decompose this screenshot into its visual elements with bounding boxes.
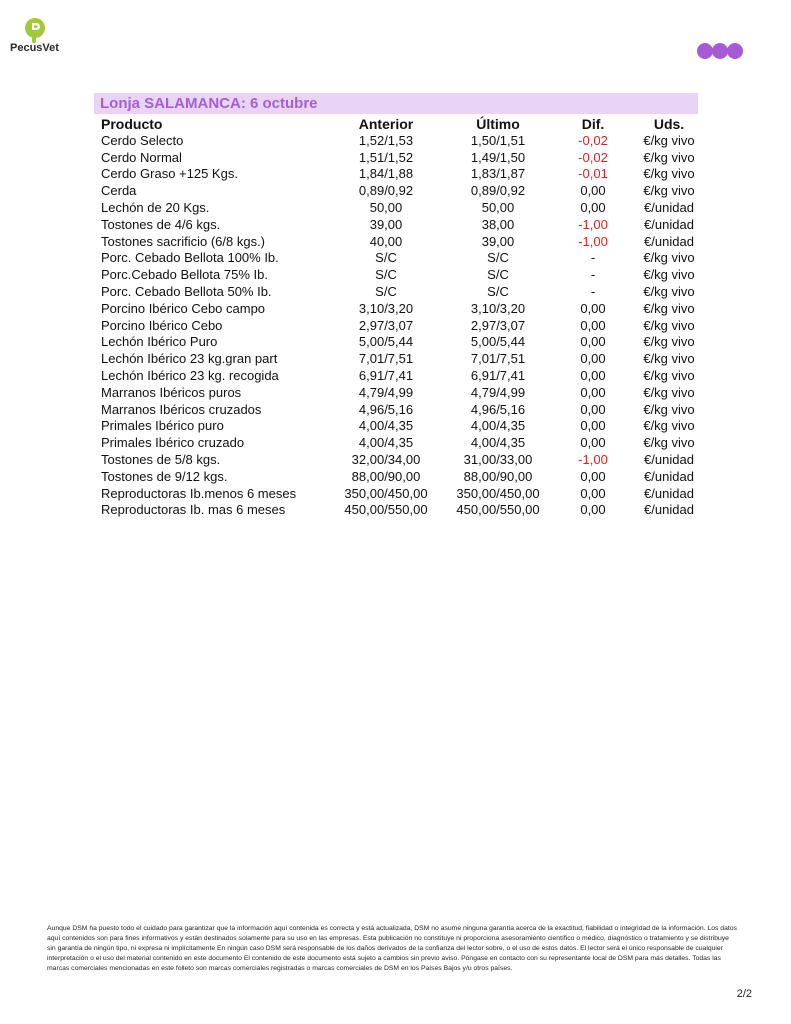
cell-uds: €/kg vivo <box>643 132 695 148</box>
section-title: Lonja SALAMANCA: 6 octubre <box>94 93 698 114</box>
cell-ultimo: 450,00/550,00 <box>456 502 540 518</box>
cell-producto: Tostones sacrificio (6/8 kgs.) <box>101 233 266 249</box>
table-header-row <box>94 116 705 133</box>
cell-ultimo: 88,00/90,00 <box>463 468 533 484</box>
cell-uds: €/unidad <box>644 199 694 215</box>
cell-ultimo: S/C <box>487 267 509 283</box>
cell-anterior: 7,01/7,51 <box>358 351 414 367</box>
cell-ultimo: 4,79/4,99 <box>470 384 526 400</box>
price-section <box>94 93 698 519</box>
cell-ultimo: 2,97/3,07 <box>470 317 526 333</box>
cell-producto: Marranos Ibéricos puros <box>101 384 242 400</box>
decorative-dots <box>697 43 745 59</box>
cell-uds: €/kg vivo <box>643 384 695 400</box>
cell-ultimo: S/C <box>487 283 509 299</box>
table-body <box>94 133 705 519</box>
cell-anterior: 88,00/90,00 <box>351 468 421 484</box>
cell-anterior: S/C <box>375 250 397 266</box>
cell-uds: €/kg vivo <box>643 166 695 182</box>
cell-anterior: 350,00/450,00 <box>344 485 428 501</box>
disclaimer-text: Aunque DSM ha puesto todo el cuidado para garantizar que la información aquí contenida es correcta y está actualizada, DSM no asume ninguna garantía acerca de la exactitud, fiabilidad o integridad de la información. Los datos aquí contenidos son para fines informativos y están destinados solamente para su uso en las empresas. Esta publicación no constituye ni proporciona asesoramiento científico o médico, diagnóstico o tratamiento y se distribuye sin garantía de ningún tipo, ni expresa ni implícitamente En ningún caso DSM será responsable de los daños derivados de la confianza del lector sobre, o el uso de estos datos. El lector será el único responsable de cualquier interpretación o el uso del material contenido en este documento El contenido de este documento está sujeto a cambios sin previo aviso. Póngase en contacto con su representante local de DSM para más detalles. Todas las marcas comerciales mencionadas en este folleto son marcas comerciales registradas o marcas comerciales de DSM en los Países Bajos y/u otros países. <box>47 925 737 972</box>
cell-anterior: 4,79/4,99 <box>358 384 414 400</box>
cell-uds: €/kg vivo <box>643 401 695 417</box>
cell-ultimo: 350,00/450,00 <box>456 485 540 501</box>
table-row <box>94 284 705 301</box>
table-row <box>94 200 705 217</box>
cell-producto: Lechón Ibérico 23 kg.gran part <box>101 351 278 367</box>
cell-producto: Tostones de 9/12 kgs. <box>101 468 228 484</box>
cell-ultimo: S/C <box>487 250 509 266</box>
cell-anterior: 1,51/1,52 <box>358 149 414 165</box>
cell-dif: 0,00 <box>580 418 606 434</box>
cell-uds: €/unidad <box>644 216 694 232</box>
cell-ultimo: 3,10/3,20 <box>470 300 526 316</box>
cell-dif: -1,00 <box>578 216 608 232</box>
cell-anterior: S/C <box>375 283 397 299</box>
table-row <box>94 502 705 519</box>
table-row <box>94 150 705 167</box>
cell-ultimo: 31,00/33,00 <box>463 451 533 467</box>
cell-dif: 0,00 <box>580 334 606 350</box>
cell-ultimo: 38,00 <box>481 216 515 232</box>
cell-ultimo: 1,49/1,50 <box>470 149 526 165</box>
table-row <box>94 385 705 402</box>
cell-ultimo: 4,00/4,35 <box>470 435 526 451</box>
cell-producto: Reproductoras Ib.menos 6 meses <box>101 485 297 501</box>
cell-producto: Cerdo Graso +125 Kgs. <box>101 166 238 182</box>
table-row <box>94 267 705 284</box>
cell-dif: 0,00 <box>580 351 606 367</box>
cell-dif: - <box>590 267 596 283</box>
cell-ultimo: 7,01/7,51 <box>470 351 526 367</box>
cell-anterior: S/C <box>375 267 397 283</box>
cell-dif: 0,00 <box>580 367 606 383</box>
header-producto: Producto <box>101 116 163 132</box>
cell-producto: Porc. Cebado Bellota 100% Ib. <box>101 250 279 266</box>
cell-anterior: 3,10/3,20 <box>358 300 414 316</box>
cell-uds: €/kg vivo <box>643 317 695 333</box>
table-row <box>94 351 705 368</box>
table-row <box>94 133 705 150</box>
cell-ultimo: 0,89/0,92 <box>470 183 526 199</box>
table-row <box>94 166 705 183</box>
page-number: 2/2 <box>736 988 752 1000</box>
table-row <box>94 318 705 335</box>
cell-anterior: 4,96/5,16 <box>358 401 414 417</box>
cell-dif: -0,02 <box>578 132 608 148</box>
pecusvet-logo-icon <box>24 18 46 44</box>
cell-ultimo: 6,91/7,41 <box>470 367 526 383</box>
dot-icon <box>727 43 743 59</box>
cell-dif: -0,01 <box>578 166 608 182</box>
dot-icon <box>712 43 728 59</box>
table-row <box>94 452 705 469</box>
cell-uds: €/kg vivo <box>643 250 695 266</box>
cell-anterior: 40,00 <box>369 233 403 249</box>
cell-producto: Tostones de 4/6 kgs. <box>101 216 221 232</box>
cell-ultimo: 39,00 <box>481 233 515 249</box>
cell-uds: €/kg vivo <box>643 351 695 367</box>
cell-uds: €/unidad <box>644 468 694 484</box>
cell-anterior: 5,00/5,44 <box>358 334 414 350</box>
table-row <box>94 250 705 267</box>
cell-dif: -0,02 <box>578 149 608 165</box>
cell-uds: €/kg vivo <box>643 183 695 199</box>
cell-producto: Cerda <box>101 183 137 199</box>
table-row <box>94 418 705 435</box>
table-row <box>94 183 705 200</box>
table-row <box>94 402 705 419</box>
cell-uds: €/unidad <box>644 485 694 501</box>
cell-producto: Porc.Cebado Bellota 75% Ib. <box>101 267 268 283</box>
cell-dif: 0,00 <box>580 435 606 451</box>
header-anterior: Anterior <box>358 116 414 132</box>
cell-ultimo: 5,00/5,44 <box>470 334 526 350</box>
cell-producto: Reproductoras Ib. mas 6 meses <box>101 502 286 518</box>
cell-anterior: 2,97/3,07 <box>358 317 414 333</box>
cell-dif: 0,00 <box>580 183 606 199</box>
cell-producto: Marranos Ibéricos cruzados <box>101 401 262 417</box>
table-row <box>94 334 705 351</box>
table-row <box>94 301 705 318</box>
cell-ultimo: 1,50/1,51 <box>470 132 526 148</box>
cell-uds: €/unidad <box>644 502 694 518</box>
cell-uds: €/kg vivo <box>643 283 695 299</box>
cell-producto: Lechón de 20 Kgs. <box>101 199 210 215</box>
cell-dif: 0,00 <box>580 384 606 400</box>
cell-dif: 0,00 <box>580 401 606 417</box>
cell-dif: -1,00 <box>578 233 608 249</box>
table-row <box>94 368 705 385</box>
cell-producto: Porc. Cebado Bellota 50% Ib. <box>101 283 272 299</box>
cell-producto: Porcino Ibérico Cebo campo <box>101 300 266 316</box>
table-row <box>94 469 705 486</box>
cell-uds: €/kg vivo <box>643 300 695 316</box>
cell-ultimo: 4,00/4,35 <box>470 418 526 434</box>
cell-uds: €/kg vivo <box>643 418 695 434</box>
cell-ultimo: 4,96/5,16 <box>470 401 526 417</box>
cell-producto: Primales Ibérico puro <box>101 418 224 434</box>
table-row <box>94 234 705 251</box>
cell-anterior: 39,00 <box>369 216 403 232</box>
cell-anterior: 32,00/34,00 <box>351 451 421 467</box>
cell-uds: €/kg vivo <box>643 435 695 451</box>
cell-anterior: 1,84/1,88 <box>358 166 414 182</box>
cell-dif: 0,00 <box>580 502 606 518</box>
cell-anterior: 50,00 <box>369 199 403 215</box>
cell-uds: €/kg vivo <box>643 149 695 165</box>
header-dif: Dif. <box>581 116 605 132</box>
cell-anterior: 450,00/550,00 <box>344 502 428 518</box>
cell-anterior: 6,91/7,41 <box>358 367 414 383</box>
cell-producto: Porcino Ibérico Cebo <box>101 317 223 333</box>
cell-producto: Cerdo Normal <box>101 149 182 165</box>
price-table <box>94 116 705 519</box>
cell-dif: 0,00 <box>580 300 606 316</box>
table-row <box>94 217 705 234</box>
cell-ultimo: 50,00 <box>481 199 515 215</box>
logo-wordmark: PecusVet <box>10 42 59 54</box>
cell-dif: -1,00 <box>578 451 608 467</box>
cell-producto: Primales Ibérico cruzado <box>101 435 245 451</box>
cell-uds: €/kg vivo <box>643 267 695 283</box>
cell-uds: €/unidad <box>644 451 694 467</box>
cell-anterior: 4,00/4,35 <box>358 418 414 434</box>
cell-ultimo: 1,83/1,87 <box>470 166 526 182</box>
cell-uds: €/kg vivo <box>643 334 695 350</box>
cell-dif: 0,00 <box>580 485 606 501</box>
cell-dif: 0,00 <box>580 199 606 215</box>
header-uds: Uds. <box>653 116 685 132</box>
table-row <box>94 435 705 452</box>
cell-dif: - <box>590 250 596 266</box>
cell-uds: €/kg vivo <box>643 367 695 383</box>
cell-anterior: 1,52/1,53 <box>358 132 414 148</box>
cell-producto: Lechón Ibérico 23 kg. recogida <box>101 367 279 383</box>
cell-dif: - <box>590 283 596 299</box>
cell-anterior: 0,89/0,92 <box>358 183 414 199</box>
cell-anterior: 4,00/4,35 <box>358 435 414 451</box>
cell-uds: €/unidad <box>644 233 694 249</box>
header-ultimo: Último <box>476 116 520 132</box>
cell-producto: Cerdo Selecto <box>101 132 184 148</box>
table-row <box>94 486 705 503</box>
cell-producto: Lechón Ibérico Puro <box>101 334 218 350</box>
cell-dif: 0,00 <box>580 317 606 333</box>
dot-icon <box>697 43 713 59</box>
cell-producto: Tostones de 5/8 kgs. <box>101 451 221 467</box>
cell-dif: 0,00 <box>580 468 606 484</box>
